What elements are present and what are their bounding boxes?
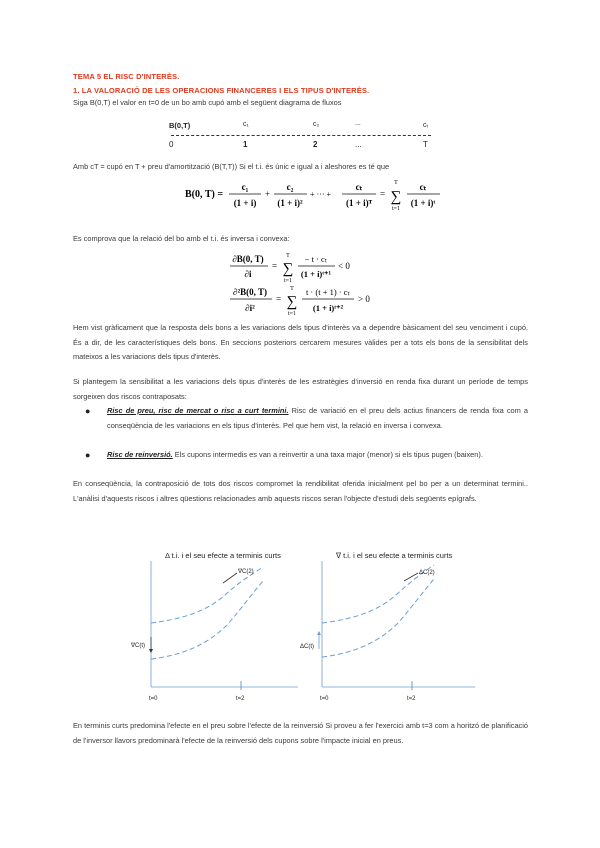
formula1-tT-num: cₜ xyxy=(355,182,363,192)
intro-text: Siga B(0,T) el valor en t=0 de un bo amb cupó amb el següent diagrama de fluxos xyxy=(73,98,342,107)
svg-text:=: = xyxy=(276,294,282,304)
bullet-item-2 xyxy=(87,448,528,463)
formula-intro: Amb cT = cupó en T + preu d'amortització (B(T,T)) Si el t.i. és únic e igual a i aleshores es té que xyxy=(73,162,390,171)
formula2-sum-bot: t=1 xyxy=(283,278,293,284)
paragraph-3: En conseqüència, la contraposició de tots dos riscos compromet la rendibilitat oferida inicialment pel bo per a un determinat termini.. L'anàlisi d'aquests riscos i altres qüestions relacionades amb aquests riscos seran l'objecte d'estudi dels següents epígrafs. xyxy=(73,479,528,503)
svg-text:=: = xyxy=(380,189,386,199)
sigma-icon: ∑ xyxy=(286,294,298,310)
graph-right-axis-label: ΔC(t) xyxy=(300,644,315,650)
bullet-icon: ● xyxy=(85,450,91,460)
graph-left-title: Δ t.i. i el seu efecte a terminis curts xyxy=(165,551,281,560)
graph-left-x1: t=2 xyxy=(236,696,245,702)
formula3-num: t · (t + 1) · cₜ xyxy=(305,287,351,297)
formula2-lhs-num: ∂B(0, T) xyxy=(232,254,264,264)
formula1-t2-den: (1 + i)² xyxy=(277,198,303,208)
section-heading: 1. LA VALORACIÓ DE LES OPERACIONS FINANCERES I ELS TIPUS D'INTERÈS. xyxy=(73,86,370,95)
formula3-lhs-num: ∂²B(0, T) xyxy=(233,287,267,297)
graph-left-axis-label: ∇C(t) xyxy=(131,643,146,649)
bond-price-formula xyxy=(185,177,445,213)
svg-text:=: = xyxy=(272,261,278,271)
sigma-icon: ∑ xyxy=(282,261,294,277)
formula1-t1-den: (1 + i) xyxy=(233,198,257,208)
paragraph-2: Si plantegem la sensibilitat a les variacions dels tipus d'interès de les estratègies d'inversió en renda fixa durant un període de temps sorgeixen dos riscos contraposats: xyxy=(73,377,528,401)
formula1-s-num: cₜ xyxy=(419,182,427,192)
bullet-2-text: Els cupons intermedis es van a reinvertir a una taxa major (menor) si els tipus pugen (baixen). xyxy=(172,450,483,459)
formula2-num: − t · cₜ xyxy=(304,254,328,264)
formula3-sum-bot: t=1 xyxy=(287,311,297,317)
bullet-icon: ● xyxy=(85,406,91,416)
paragraph-4: En terminis curts predomina l'efecte en el preu sobre l'efecte de la reinversió Si proveu a fer l'exercici amb t=3 com a horitzó de planificació de l'inversor llavors predominarà l'efecte de la reinversió dels cupons sobre l'impacte inicial en preus. xyxy=(73,721,528,745)
formula1-tT-den: (1 + i)ᵀ xyxy=(345,198,373,208)
flow-label-c1: c₁ xyxy=(243,121,249,128)
bullet-2-term: Risc de reinversió. xyxy=(107,450,173,459)
formula1-t1-num: c₁ xyxy=(241,182,249,192)
bullet-item-1 xyxy=(87,404,528,433)
flow-label-cT: cₜ xyxy=(423,122,429,129)
flow-tick-0: 0 xyxy=(169,140,174,149)
flow-label-b0t: B(0,T) xyxy=(169,121,191,130)
flow-label-dots-top: ... xyxy=(355,120,361,127)
formula1-sum-bot: t=1 xyxy=(391,206,401,212)
flow-tick-2: 2 xyxy=(313,140,318,149)
convex-intro: Es comprova que la relació del bo amb el t.i. és inversa i convexa: xyxy=(73,234,290,243)
graph-right xyxy=(300,545,475,705)
graph-right-x1: t=2 xyxy=(407,696,416,702)
graph-right-title: ∇ t.i. i el seu efecte a terminis curts xyxy=(336,551,453,560)
flow-tick-dots: ... xyxy=(355,140,362,149)
second-derivative-formula xyxy=(228,283,388,319)
formula1-lhs: B(0, T) = xyxy=(185,189,224,200)
graph-right-x0: t=0 xyxy=(320,696,329,702)
cash-flow-diagram xyxy=(165,118,435,154)
formula2-lhs-den: ∂i xyxy=(244,269,252,279)
formula3-den: (1 + i)ᵗ⁺² xyxy=(312,303,344,313)
graph-left xyxy=(123,545,298,705)
formula2-rel: < 0 xyxy=(338,261,350,271)
graph-left-x0: t=0 xyxy=(149,696,158,702)
page-title: TEMA 5 EL RISC D'INTERÈS. xyxy=(73,72,180,81)
graph-right-curve-label: ΔC(2) xyxy=(419,570,435,576)
bullet-1-text: Risc de variació en el preu dels actius financers de renda fixa com a conseqüència de les variacions en els tipus d'interès. Pel que hem vist, la relació en inversa i convexa. xyxy=(107,406,528,430)
flow-tick-1: 1 xyxy=(243,140,248,149)
paragraph-1: Hem vist gràficament que la resposta dels bons a les variacions dels tipus d'interès va a dependre bàsicament del seu venciment i cupó. És a dir, de les característiques dels bons. En seccions posteriors cercarem mesures vàlides per a tots els bons de la sensibilitat dels mateixos a les variacions dels tipus d'interès. xyxy=(73,323,528,362)
formula3-lhs-den: ∂i² xyxy=(245,303,255,313)
formula2-den: (1 + i)ᵗ⁺¹ xyxy=(300,269,332,279)
bullet-1-term: Risc de preu, risc de mercat o risc a curt termini. xyxy=(107,406,289,415)
formula1-t2-num: c₂ xyxy=(286,182,294,192)
formula1-sum-top: T xyxy=(394,180,398,186)
formula2-sum-top: T xyxy=(286,253,290,259)
formula3-sum-top: T xyxy=(290,286,294,292)
formula1-dots: + ··· + xyxy=(310,190,332,199)
sigma-icon: ∑ xyxy=(390,189,402,205)
flow-tick-T: T xyxy=(423,140,428,149)
first-derivative-formula xyxy=(228,250,378,284)
graph-left-curve-label: ∇C(2) xyxy=(238,569,254,575)
svg-text:+: + xyxy=(265,189,271,199)
flow-label-c2: c₂ xyxy=(313,121,320,128)
formula3-rel: > 0 xyxy=(358,294,370,304)
flow-timeline xyxy=(171,135,431,136)
formula1-s-den: (1 + i)ᵗ xyxy=(410,198,436,208)
